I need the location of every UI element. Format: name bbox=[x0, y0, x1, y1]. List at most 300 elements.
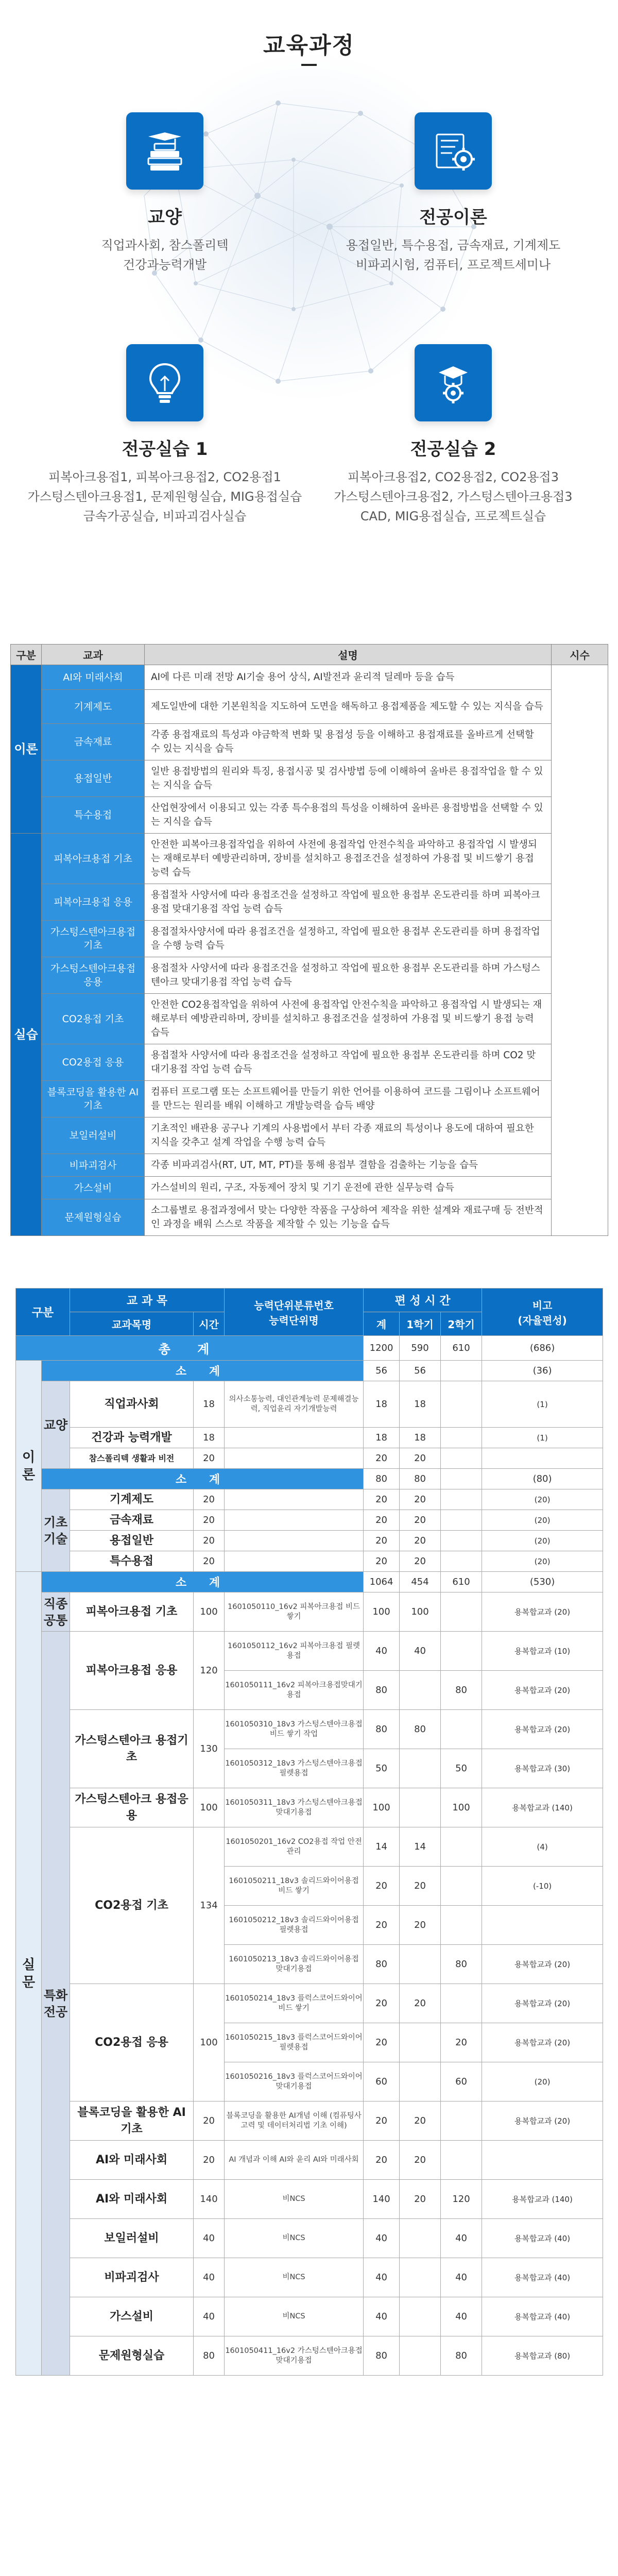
sem1-hours: 20 bbox=[400, 2180, 441, 2219]
description-cell: 가스설비의 원리, 구조, 자동제어 장치 및 기기 운전에 관한 실무능력 습득 bbox=[145, 1177, 552, 1199]
plan-hours: 20 bbox=[364, 1448, 400, 1469]
ability-units: 비NCS bbox=[225, 2297, 364, 2336]
plan-hours: 14 bbox=[364, 1827, 400, 1867]
card-desc-line: 직업과사회, 참스폴리텍 bbox=[101, 238, 229, 252]
card-desc-line: CAD, MIG용접실습, 프로젝트실습 bbox=[360, 509, 546, 523]
ability-units: 1601050211_18v3 솔리드와이어용접 비드 쌓기 bbox=[225, 1867, 364, 1906]
note: 용복합교과 (20) bbox=[482, 2102, 603, 2141]
ability-units: 1601050311_18v3 가스텅스텐아크용접 맞대기용접 bbox=[225, 1788, 364, 1827]
curriculum-hours-table bbox=[15, 1288, 603, 2376]
subject-cell: 가스텅스텐아크용접기초 bbox=[42, 921, 145, 957]
sem2-hours bbox=[441, 2141, 482, 2180]
plan-hours: 20 bbox=[364, 1867, 400, 1906]
sem1-hours bbox=[400, 2219, 441, 2258]
course-hours: 20 bbox=[194, 2141, 225, 2180]
course-hours: 18 bbox=[194, 1428, 225, 1448]
sem1-hours: 20 bbox=[400, 1906, 441, 1945]
practice-sem2: 610 bbox=[441, 1572, 482, 1592]
table-row bbox=[11, 1117, 608, 1154]
header-description: 설명 bbox=[145, 645, 552, 665]
header-plan: 계 bbox=[364, 1312, 400, 1336]
plan-hours: 80 bbox=[364, 2336, 400, 2376]
note: (20) bbox=[482, 1510, 603, 1531]
note: (4) bbox=[482, 1827, 603, 1867]
ability-units: 1601050112_16v2 피복아크용접 필렛용접 bbox=[225, 1632, 364, 1671]
table-row bbox=[16, 2258, 603, 2297]
blueprint-gear-icon bbox=[427, 125, 479, 177]
table-row bbox=[16, 1592, 603, 1632]
subject-cell: 문제원형실습 bbox=[42, 1199, 145, 1236]
ability-units: 1601050215_18v3 플럭스코어드와이어 필렛용접 bbox=[225, 2023, 364, 2062]
note: (20) bbox=[482, 2062, 603, 2102]
header-units-code: 능력단위분류번호 bbox=[254, 1299, 334, 1312]
note: (1) bbox=[482, 1381, 603, 1428]
page-title: 교육과정 bbox=[263, 32, 355, 59]
course-name: 블록코딩을 활용한 AI 기초 bbox=[70, 2102, 194, 2141]
card-desc-line: 가스텅스텐아크용접1, 문제원형실습, MIG용접실습 bbox=[27, 489, 302, 504]
curriculum-hours-table-wrap bbox=[15, 1288, 603, 2376]
subject-cell: 용접일반 bbox=[42, 760, 145, 797]
plan-hours: 20 bbox=[364, 2023, 400, 2062]
note: 용복합교과 (20) bbox=[482, 1984, 603, 2023]
table-row bbox=[16, 2180, 603, 2219]
card-desc-line: 피복아크용접2, CO2용접2, CO2용접3 bbox=[348, 470, 559, 484]
course-hours: 40 bbox=[194, 2219, 225, 2258]
curriculum-intro bbox=[0, 0, 618, 592]
practice-sem1: 454 bbox=[400, 1572, 441, 1592]
group-label: 실습 bbox=[11, 834, 42, 1236]
sem2-hours: 80 bbox=[441, 1945, 482, 1984]
course-name: 보일러설비 bbox=[70, 2219, 194, 2258]
course-hours: 100 bbox=[194, 1592, 225, 1632]
header-units-name: 능력단위명 bbox=[269, 1314, 319, 1327]
plan-hours: 60 bbox=[364, 2062, 400, 2102]
table-row bbox=[16, 1448, 603, 1469]
table-row bbox=[16, 1428, 603, 1448]
sem1-hours bbox=[400, 2023, 441, 2062]
graduate-gear-icon bbox=[427, 357, 479, 409]
ability-units: 1601050310_18v3 가스텅스텐아크용접 비드 쌓기 작업 bbox=[225, 1710, 364, 1749]
description-cell: 컴퓨터 프로그램 또는 소프트웨어를 만들기 위한 언어를 이용하여 코드를 그림이나 소프트웨어를 만드는 원리를 배워 이해하고 개발능력을 습득 배양 bbox=[145, 1081, 552, 1117]
subject-cell: 금속재료 bbox=[42, 724, 145, 760]
course-hours: 40 bbox=[194, 2297, 225, 2336]
course-description-table bbox=[10, 644, 608, 1236]
course-hours: 20 bbox=[194, 1531, 225, 1551]
plan-hours: 20 bbox=[364, 1531, 400, 1551]
description-cell: 안전한 CO2용접작업을 위하여 사전에 용접작업 안전수칙을 파악하고 용접작업 시 발생되는 재해로부터 예방관리하며, 장비를 설치하고 용접조건을 설정하여 가용접 및 비드쌓기 용접 능력 습득 bbox=[145, 994, 552, 1044]
subject-cell: 기계제도 bbox=[42, 690, 145, 724]
plan-hours: 20 bbox=[364, 2102, 400, 2141]
curriculum-hours-body bbox=[16, 1289, 603, 2376]
table-row bbox=[11, 884, 608, 921]
course-hours: 130 bbox=[194, 1710, 225, 1788]
subject-cell: AI와 미래사회 bbox=[42, 665, 145, 690]
plan-hours: 20 bbox=[364, 2141, 400, 2180]
course-hours: 18 bbox=[194, 1381, 225, 1428]
table-row bbox=[11, 760, 608, 797]
ability-units: 1601050201_16v2 CO2용접 작업 안전 관리 bbox=[225, 1827, 364, 1867]
card-major-theory bbox=[309, 112, 597, 275]
plan-hours: 20 bbox=[364, 1510, 400, 1531]
sem2-hours: 50 bbox=[441, 1749, 482, 1788]
ability-units: 블록코딩을 활용한 AI개념 이해 (컴퓨팅사고력 및 데이터처리법 기초 이해) bbox=[225, 2102, 364, 2141]
header-schedule: 편 성 시 간 bbox=[364, 1289, 482, 1312]
sem1-hours: 40 bbox=[400, 1632, 441, 1671]
ability-units: 비NCS bbox=[225, 2219, 364, 2258]
header-sem2: 2학기 bbox=[441, 1312, 482, 1336]
theory-sem2 bbox=[441, 1361, 482, 1381]
jikgong-label: 직종 공통 bbox=[42, 1592, 70, 1632]
course-name: CO2용접 기초 bbox=[70, 1827, 194, 1984]
ability-units: 1601050213_18v3 솔리드와이어용접 맞대기용접 bbox=[225, 1945, 364, 1984]
card-description bbox=[21, 235, 309, 275]
sem2-hours bbox=[441, 1867, 482, 1906]
practice-note: (530) bbox=[482, 1572, 603, 1592]
card-major-practice-2 bbox=[309, 344, 597, 526]
card-desc-line: 용접일반, 특수용접, 금속재료, 기계제도 bbox=[346, 238, 561, 252]
table-row bbox=[11, 1199, 608, 1236]
total-plan: 1200 bbox=[364, 1336, 400, 1361]
card-desc-line: 건강과능력개발 bbox=[123, 258, 207, 272]
table-row bbox=[11, 994, 608, 1044]
course-name: 문제원형실습 bbox=[70, 2336, 194, 2376]
header-note-line1: 비고 bbox=[532, 1299, 553, 1312]
plan-hours: 20 bbox=[364, 1489, 400, 1510]
course-name: 특수용접 bbox=[70, 1551, 194, 1572]
note: 용복합교과 (140) bbox=[482, 2180, 603, 2219]
card-description bbox=[21, 467, 309, 526]
sem1-hours bbox=[400, 2297, 441, 2336]
sem1-hours: 20 bbox=[400, 1551, 441, 1572]
ability-units: 1601050212_18v3 솔리드와이어용접 필렛용접 bbox=[225, 1906, 364, 1945]
books-icon bbox=[139, 125, 191, 177]
card-desc-line: 피복아크용접1, 피복아크용접2, CO2용접1 bbox=[48, 470, 281, 484]
note: 용복합교과 (40) bbox=[482, 2219, 603, 2258]
plan-hours: 80 bbox=[364, 1945, 400, 1984]
table-row bbox=[16, 1710, 603, 1749]
sem2-hours bbox=[441, 1489, 482, 1510]
description-cell: 각종 용접재료의 특성과 야금학적 변화 및 용접성 등을 이해하고 용접재료를 올바르게 선택할 수 있는 지식을 습득 bbox=[145, 724, 552, 760]
card-icon-box bbox=[415, 112, 492, 190]
subject-cell: 가스텅스텐아크용접응용 bbox=[42, 957, 145, 994]
table-header-row bbox=[11, 645, 608, 665]
description-cell: 각종 비파괴검사(RT, UT, MT, PT)를 통해 용접부 결함을 검출하는 기능을 습득 bbox=[145, 1154, 552, 1177]
ability-units: 비NCS bbox=[225, 2180, 364, 2219]
teukhwa-label: 특화 전공 bbox=[42, 1632, 70, 2376]
course-hours: 140 bbox=[194, 2180, 225, 2219]
course-description-table-wrap bbox=[10, 644, 608, 1236]
sem1-hours: 18 bbox=[400, 1381, 441, 1428]
sem2-hours bbox=[441, 1710, 482, 1749]
ability-units: 1601050216_18v3 플럭스코어드와이어 맞대기용접 bbox=[225, 2062, 364, 2102]
note: 용복합교과 (30) bbox=[482, 1749, 603, 1788]
plan-hours: 100 bbox=[364, 1788, 400, 1827]
plan-hours: 140 bbox=[364, 2180, 400, 2219]
sem1-hours: 14 bbox=[400, 1827, 441, 1867]
table-row bbox=[11, 921, 608, 957]
note: (20) bbox=[482, 1551, 603, 1572]
theory-subtotal-label: 소 계 bbox=[42, 1361, 364, 1381]
course-hours: 80 bbox=[194, 2336, 225, 2376]
total-sem1: 590 bbox=[400, 1336, 441, 1361]
table-row bbox=[16, 1632, 603, 1671]
table-row bbox=[16, 2141, 603, 2180]
subject-cell: 비파괴검사 bbox=[42, 1154, 145, 1177]
header-sem1: 1학기 bbox=[400, 1312, 441, 1336]
theory-label: 이론 bbox=[16, 1361, 42, 1572]
course-name: 비파괴검사 bbox=[70, 2258, 194, 2297]
card-desc-line: 금속가공실습, 비파괴검사실습 bbox=[83, 509, 247, 523]
ability-units: 의사소통능력, 대인관계능력 문제해결능력, 직업윤리 자기개발능력 bbox=[225, 1381, 364, 1428]
ability-units: 1601050110_16v2 피복아크용접 비드 쌓기 bbox=[225, 1592, 364, 1632]
course-hours: 20 bbox=[194, 1448, 225, 1469]
course-name: AI와 미래사회 bbox=[70, 2180, 194, 2219]
course-hours: 20 bbox=[194, 1551, 225, 1572]
sem1-hours bbox=[400, 2336, 441, 2376]
sem2-hours bbox=[441, 1827, 482, 1867]
subject-cell: 피복아크용접 응용 bbox=[42, 884, 145, 921]
total-note: (686) bbox=[482, 1336, 603, 1361]
table-row bbox=[16, 2297, 603, 2336]
card-icon-box bbox=[126, 112, 203, 190]
course-name: 피복아크용접 기초 bbox=[70, 1592, 194, 1632]
course-name: CO2용접 응용 bbox=[70, 1984, 194, 2102]
course-name: 용접일반 bbox=[70, 1531, 194, 1551]
plan-hours: 18 bbox=[364, 1381, 400, 1428]
plan-hours: 20 bbox=[364, 1984, 400, 2023]
sem1-hours: 20 bbox=[400, 1489, 441, 1510]
sem2-hours bbox=[441, 1632, 482, 1671]
note: 용복합교과 (40) bbox=[482, 2297, 603, 2336]
sem1-hours bbox=[400, 2258, 441, 2297]
sem2-hours bbox=[441, 2102, 482, 2141]
gicho-plan: 80 bbox=[364, 1469, 400, 1489]
note: (20) bbox=[482, 1489, 603, 1510]
card-icon-box bbox=[415, 344, 492, 421]
plan-hours: 20 bbox=[364, 1906, 400, 1945]
theory-plan: 56 bbox=[364, 1361, 400, 1381]
plan-hours: 40 bbox=[364, 2297, 400, 2336]
sem1-hours: 20 bbox=[400, 1448, 441, 1469]
practice-label: 실문 bbox=[16, 1572, 42, 2376]
header-gyogwamok: 교 과 목 bbox=[70, 1289, 225, 1312]
theory-note: (36) bbox=[482, 1361, 603, 1381]
note bbox=[482, 1448, 603, 1469]
sem1-hours: 80 bbox=[400, 1710, 441, 1749]
note: 용복합교과 (20) bbox=[482, 1945, 603, 1984]
table-row bbox=[16, 2102, 603, 2141]
sem1-hours: 100 bbox=[400, 1592, 441, 1632]
plan-hours: 80 bbox=[364, 1710, 400, 1749]
total-sem2: 610 bbox=[441, 1336, 482, 1361]
header-gubun: 구분 bbox=[16, 1289, 70, 1336]
sem2-hours bbox=[441, 1906, 482, 1945]
table-row bbox=[11, 834, 608, 884]
course-hours: 100 bbox=[194, 1788, 225, 1827]
course-hours: 120 bbox=[194, 1632, 225, 1710]
header-course-hours: 시간 bbox=[194, 1312, 225, 1336]
note: 용복합교과 (140) bbox=[482, 1788, 603, 1827]
sem2-hours bbox=[441, 1448, 482, 1469]
description-cell: 용접절차 사양서에 따라 용접조건을 설정하고 작업에 필요한 용접부 온도관리를 하며 CO2 맞대기용접 작업 능력 습득 bbox=[145, 1044, 552, 1081]
plan-hours: 80 bbox=[364, 1671, 400, 1710]
course-hours: 20 bbox=[194, 2102, 225, 2141]
course-hours: 20 bbox=[194, 1489, 225, 1510]
course-name: 금속재료 bbox=[70, 1510, 194, 1531]
ability-units: 1601050214_18v3 플럭스코어드와이어 비드 쌓기 bbox=[225, 1984, 364, 2023]
card-desc-line: 비파괴시험, 컴퓨터, 프로젝트세미나 bbox=[355, 258, 551, 272]
course-name: 가스설비 bbox=[70, 2297, 194, 2336]
header-note bbox=[482, 1289, 603, 1336]
note bbox=[482, 2141, 603, 2180]
plan-hours: 40 bbox=[364, 2258, 400, 2297]
sem1-hours: 20 bbox=[400, 1867, 441, 1906]
subject-cell: 특수용접 bbox=[42, 797, 145, 834]
sem1-hours: 18 bbox=[400, 1428, 441, 1448]
table-row bbox=[16, 1827, 603, 1867]
ability-units bbox=[225, 1489, 364, 1510]
card-icon-box bbox=[126, 344, 203, 421]
sem2-hours bbox=[441, 1531, 482, 1551]
table-row bbox=[11, 957, 608, 994]
sem2-hours bbox=[441, 1592, 482, 1632]
sem2-hours bbox=[441, 1381, 482, 1428]
description-cell: 소그룹별로 용접과정에서 맞는 다양한 작품을 구상하여 제작을 위한 설계와 재료구매 등 전반적인 과정을 배워 스스로 작품을 제작할 수 있는 기능을 습득 bbox=[145, 1199, 552, 1236]
course-name: 직업과사회 bbox=[70, 1381, 194, 1428]
description-cell: 용접절차 사양서에 따라 용접조건을 설정하고 작업에 필요한 용접부 온도관리를 하며 가스텅스텐아크 맞대기용접 작업 능력 습득 bbox=[145, 957, 552, 994]
sem2-hours bbox=[441, 1510, 482, 1531]
plan-hours: 40 bbox=[364, 2219, 400, 2258]
note: (-10) bbox=[482, 1867, 603, 1906]
practice-subtotal-label: 소 계 bbox=[42, 1572, 364, 1592]
description-cell: 일반 용접방법의 원리와 특징, 용접시공 및 검사방법 등에 이해하여 올바른 용접작업을 할 수 있는 지식을 습득 bbox=[145, 760, 552, 797]
course-hours: 20 bbox=[194, 1510, 225, 1531]
course-description-body bbox=[11, 665, 608, 1236]
table-row bbox=[11, 1177, 608, 1199]
header-subject: 교과 bbox=[42, 645, 145, 665]
description-cell: 기초적인 배관용 공구나 기계의 사용법에서 부터 각종 재료의 특성이나 용도에 대하여 필요한 지식을 갖추고 설계 작업을 수행 능력 습득 bbox=[145, 1117, 552, 1154]
subject-cell: 보일러설비 bbox=[42, 1117, 145, 1154]
plan-hours: 50 bbox=[364, 1749, 400, 1788]
sem2-hours: 40 bbox=[441, 2258, 482, 2297]
title-underline bbox=[301, 64, 317, 66]
sem1-hours: 20 bbox=[400, 1984, 441, 2023]
card-description bbox=[309, 467, 597, 526]
sem2-hours bbox=[441, 1551, 482, 1572]
table-row bbox=[16, 1510, 603, 1531]
sem2-hours: 40 bbox=[441, 2219, 482, 2258]
gicho-sem2 bbox=[441, 1469, 482, 1489]
note: 용복합교과 (20) bbox=[482, 1671, 603, 1710]
practice-plan: 1064 bbox=[364, 1572, 400, 1592]
ability-units bbox=[225, 1531, 364, 1551]
sem2-hours bbox=[441, 1428, 482, 1448]
plan-hours: 20 bbox=[364, 1551, 400, 1572]
course-name: 건강과 능력개발 bbox=[70, 1428, 194, 1448]
header-note-line2: (자율편성) bbox=[518, 1314, 567, 1327]
sem1-hours bbox=[400, 1945, 441, 1984]
table-row bbox=[11, 724, 608, 760]
table-row bbox=[16, 1551, 603, 1572]
ability-units bbox=[225, 1448, 364, 1469]
note: 용복합교과 (80) bbox=[482, 2336, 603, 2376]
course-name: 기계제도 bbox=[70, 1489, 194, 1510]
card-title: 전공실습 2 bbox=[410, 439, 496, 460]
table-row bbox=[16, 2219, 603, 2258]
hours-cell bbox=[552, 665, 608, 1236]
ability-units: 1601050111_16v2 피복아크용접맞대기용접 bbox=[225, 1671, 364, 1710]
sem2-hours: 120 bbox=[441, 2180, 482, 2219]
table-row bbox=[11, 1154, 608, 1177]
sem2-hours: 100 bbox=[441, 1788, 482, 1827]
gicho-subtotal-label: 소 계 bbox=[42, 1469, 364, 1489]
sem1-hours: 20 bbox=[400, 2102, 441, 2141]
sem1-hours: 20 bbox=[400, 1510, 441, 1531]
card-desc-line: 가스텅스텐아크용접2, 가스텅스텐아크용접3 bbox=[334, 489, 573, 504]
course-name: 피복아크용접 응용 bbox=[70, 1632, 194, 1710]
subject-cell: CO2용접 기초 bbox=[42, 994, 145, 1044]
table-row bbox=[16, 1984, 603, 2023]
note bbox=[482, 1906, 603, 1945]
plan-hours: 100 bbox=[364, 1592, 400, 1632]
course-hours: 134 bbox=[194, 1827, 225, 1984]
description-cell: 용접절차사양서에 따라 용접조건을 설정하고, 작업에 필요한 용접부 온도관리를 하며 용접작업을 수행 능력 습득 bbox=[145, 921, 552, 957]
plan-hours: 18 bbox=[364, 1428, 400, 1448]
note: 용복합교과 (40) bbox=[482, 2258, 603, 2297]
course-name: 가스텅스텐아크 용접응용 bbox=[70, 1788, 194, 1827]
table-row bbox=[11, 690, 608, 724]
card-title: 교양 bbox=[148, 207, 182, 228]
note: 용복합교과 (10) bbox=[482, 1632, 603, 1671]
table-row bbox=[11, 1081, 608, 1117]
card-title: 전공실습 1 bbox=[122, 439, 208, 460]
note: (20) bbox=[482, 1531, 603, 1551]
subject-cell: CO2용접 응용 bbox=[42, 1044, 145, 1081]
gicho-sem1: 80 bbox=[400, 1469, 441, 1489]
ability-units bbox=[225, 1428, 364, 1448]
note: 용복합교과 (20) bbox=[482, 2023, 603, 2062]
card-general-education bbox=[21, 112, 309, 275]
table-row bbox=[11, 797, 608, 834]
theory-sem1: 56 bbox=[400, 1361, 441, 1381]
course-name: AI와 미래사회 bbox=[70, 2141, 194, 2180]
subject-cell: 블록코딩을 활용한 AI 기초 bbox=[42, 1081, 145, 1117]
sem2-hours: 80 bbox=[441, 1671, 482, 1710]
course-name: 가스텅스텐아크 용접기초 bbox=[70, 1710, 194, 1788]
sem2-hours bbox=[441, 1984, 482, 2023]
sem1-hours: 20 bbox=[400, 2141, 441, 2180]
description-cell: AI에 다른 미래 전망 AI기술 용어 상식, AI발전과 윤리적 딜레마 등을 습득 bbox=[145, 665, 552, 690]
ability-units: AI 개념과 이해 AI와 윤리 AI와 미래사회 bbox=[225, 2141, 364, 2180]
table-row bbox=[16, 1489, 603, 1510]
ability-units bbox=[225, 1551, 364, 1572]
subject-cell: 피복아크용접 기초 bbox=[42, 834, 145, 884]
ability-units: 1601050312_18v3 가스텅스텐아크용접 필렛용접 bbox=[225, 1749, 364, 1788]
plan-hours: 40 bbox=[364, 1632, 400, 1671]
table-row bbox=[16, 1381, 603, 1428]
description-cell: 용접절차 사양서에 따라 용접조건을 설정하고 작업에 필요한 용접부 온도관리를 하며 피복아크용접 맞대기용접 작업 능력 습득 bbox=[145, 884, 552, 921]
course-name: 참스폴리텍 생활과 비전 bbox=[70, 1448, 194, 1469]
gyoyang-label: 교양 bbox=[42, 1381, 70, 1469]
gicho-subtotal-row bbox=[16, 1469, 603, 1489]
sem1-hours bbox=[400, 1749, 441, 1788]
note: 용복합교과 (20) bbox=[482, 1710, 603, 1749]
header-units bbox=[225, 1289, 364, 1336]
ability-units: 비NCS bbox=[225, 2258, 364, 2297]
card-description bbox=[309, 235, 597, 275]
note: 용복합교과 (20) bbox=[482, 1592, 603, 1632]
header-hours: 시수 bbox=[552, 645, 608, 665]
